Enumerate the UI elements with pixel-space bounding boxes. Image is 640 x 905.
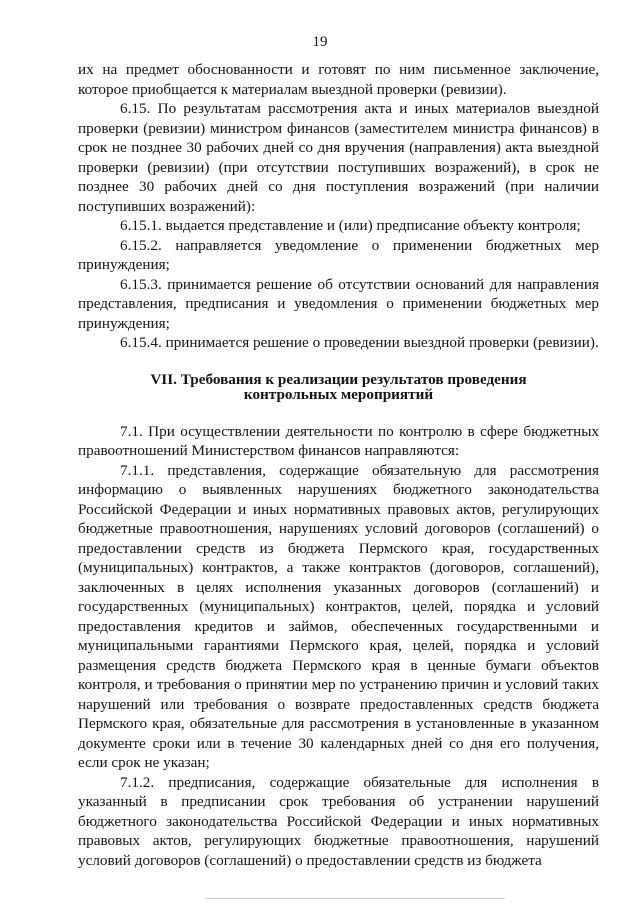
section-heading-line-2: контрольных мероприятий <box>243 385 434 403</box>
paragraph-6-15-2: 6.15.2. направляется уведомление о применении бюджетных мер принуждения; <box>78 236 599 273</box>
paragraph-6-15: 6.15. По результатам рассмотрения акта и иных материалов выездной проверки (ревизии) министром финансов (заместителем министра финансов) в срок не позднее 30 рабочих дней со дня вручения (направления) акта выездной проверки (ревизии) (при отсутствии поступивших возражений), в срок не позднее 30 рабочих дней со дня поступления возражений (при наличии поступивших возражений): <box>78 100 599 215</box>
document-body <box>78 60 599 870</box>
page-number: 19 <box>312 34 328 50</box>
paragraph-7-1-2: 7.1.2. предписания, содержащие обязательные для исполнения в указанный в предписании срок требования об устранении нарушений бюджетного законодательства Российской Федерации и иных нормативных правовых актов, регулирующих бюджетные правоотношения, нарушений условий договоров (соглашений) о предоставлении средств из бюджета <box>78 773 599 869</box>
page-bottom-edge <box>205 898 505 899</box>
paragraph-6-15-3: 6.15.3. принимается решение об отсутствии оснований для направления представления, предписания и уведомления о применении бюджетных мер принуждения; <box>78 275 599 332</box>
section-heading-line-1: VII. Требования к реализации результатов проведения <box>150 370 527 388</box>
paragraph-7-1: 7.1. При осуществлении деятельности по контролю в сфере бюджетных правоотношений Министерством финансов направляются: <box>78 422 599 459</box>
paragraph-6-15-4: 6.15.4. принимается решение о проведении выездной проверки (ревизии). <box>120 334 599 351</box>
paragraph-continuation: их на предмет обоснованности и готовят по ним письменное заключение, которое приобщается к материалам выездной проверки (ревизии). <box>78 61 599 98</box>
section-heading <box>78 372 599 402</box>
paragraph-7-1-1: 7.1.1. представления, содержащие обязательную для рассмотрения информацию о выявленных нарушениях бюджетного законодательства Российской Федерации и иных нормативных правовых актов, регулирующих бюджетные правоотношения, нарушениях условий договоров (соглашений) о предоставлении средств из бюджета Пермского края, государственных (муниципальных) контрактов, а также контрактов (договоров, соглашений), заключенных в целях исполнения указанных договоров (соглашений) и государственных (муниципальных) контрактов, целей, порядка и условий предоставления кредитов и займов, обеспеченных государственными и муниципальными гарантиями Пермского края, целей, порядка и условий размещения средств бюджета Пермского края в ценные бумаги объектов контроля, и требования о принятии мер по устранению причин и условий таких нарушений или требования о возврате предоставленных средств бюджета Пермского края, обязательные для рассмотрения в установленные в указанном документе сроки или в течение 30 календарных дней со дня его получения, если срок не указан; <box>78 461 599 771</box>
paragraph-6-15-1: 6.15.1. выдается представление и (или) предписание объекту контроля; <box>120 217 581 234</box>
